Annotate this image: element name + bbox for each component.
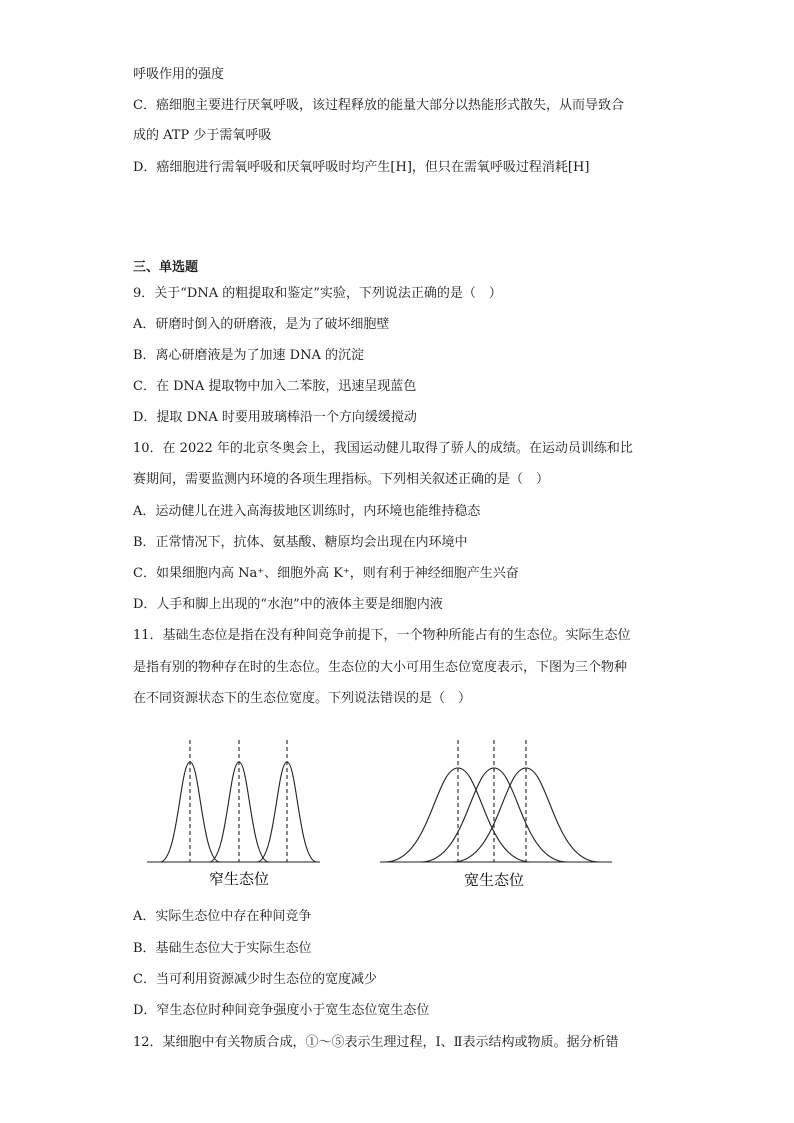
option-d: D．窄生态位时种间竞争强度小于宽生态位宽生态位 (133, 1003, 430, 1018)
option-b: B．离心研磨液是为了加速 DNA 的沉淀 (133, 348, 365, 363)
option-c: C．如果细胞内高 Na⁺、细胞外高 K⁺，则有利于神经细胞产生兴奋 (133, 566, 519, 581)
question-stem: 赛期间，需要监测内环境的各项生理指标。下列相关叙述正确的是（ ） (133, 472, 550, 487)
niche-diagram (140, 730, 620, 895)
option-c: C．癌细胞主要进行厌氧呼吸，该过程释放的能量大部分以热能形式散失，从而导致合 (133, 98, 624, 113)
question-stem: 在不同资源状态下的生态位宽度。下列说法错误的是（ ） (133, 691, 472, 706)
option-b: B．正常情况下，抗体、氨基酸、糖原均会出现在内环境中 (133, 535, 468, 550)
option-d: D．提取 DNA 时要用玻璃棒沿一个方向缓缓搅动 (133, 410, 417, 425)
narrow-niche-label: 窄生态位 (208, 870, 270, 888)
option-d: D．癌细胞进行需氧呼吸和厌氧呼吸时均产生[H]，但只在需氧呼吸过程消耗[H] (133, 160, 590, 175)
option-a: A．实际生态位中存在种间竞争 (133, 909, 312, 924)
wide-niche-label: 宽生态位 (463, 871, 525, 889)
question-stem: 9．关于“DNA 的粗提取和鉴定”实验，下列说法正确的是（ ） (133, 286, 502, 301)
option-d: D．人手和脚上出现的“水泡”中的液体主要是细胞内液 (133, 597, 443, 612)
option-c: C．当可利用资源减少时生态位的宽度减少 (133, 972, 377, 987)
option-a: A．研磨时倒入的研磨液，是为了破坏细胞壁 (133, 317, 390, 332)
text-line: 呼吸作用的强度 (133, 67, 225, 82)
text-line: 成的 ATP 少于需氧呼吸 (133, 128, 272, 143)
option-c: C．在 DNA 提取物中加入二苯胺，迅速呈现蓝色 (133, 379, 417, 394)
question-stem: 12．某细胞中有关物质合成，①～⑤表示生理过程，Ⅰ、Ⅱ表示结构或物质。据分析错 (133, 1035, 619, 1050)
option-a: A．运动健儿在进入高海拔地区训练时，内环境也能维持稳态 (133, 504, 481, 519)
question-stem: 是指有别的物种存在时的生态位。生态位的大小可用生态位宽度表示，下图为三个物种 (133, 660, 628, 675)
option-b: B．基础生态位大于实际生态位 (133, 941, 312, 956)
question-stem: 10．在 2022 年的北京冬奥会上，我国运动健儿取得了骄人的成绩。在运动员训练和比 (133, 441, 633, 456)
section-title: 三、单选题 (133, 260, 199, 275)
question-stem: 11．基础生态位是指在没有种间竞争前提下，一个物种所能占有的生态位。实际生态位 (133, 628, 631, 643)
niche-width-figure (140, 730, 620, 899)
